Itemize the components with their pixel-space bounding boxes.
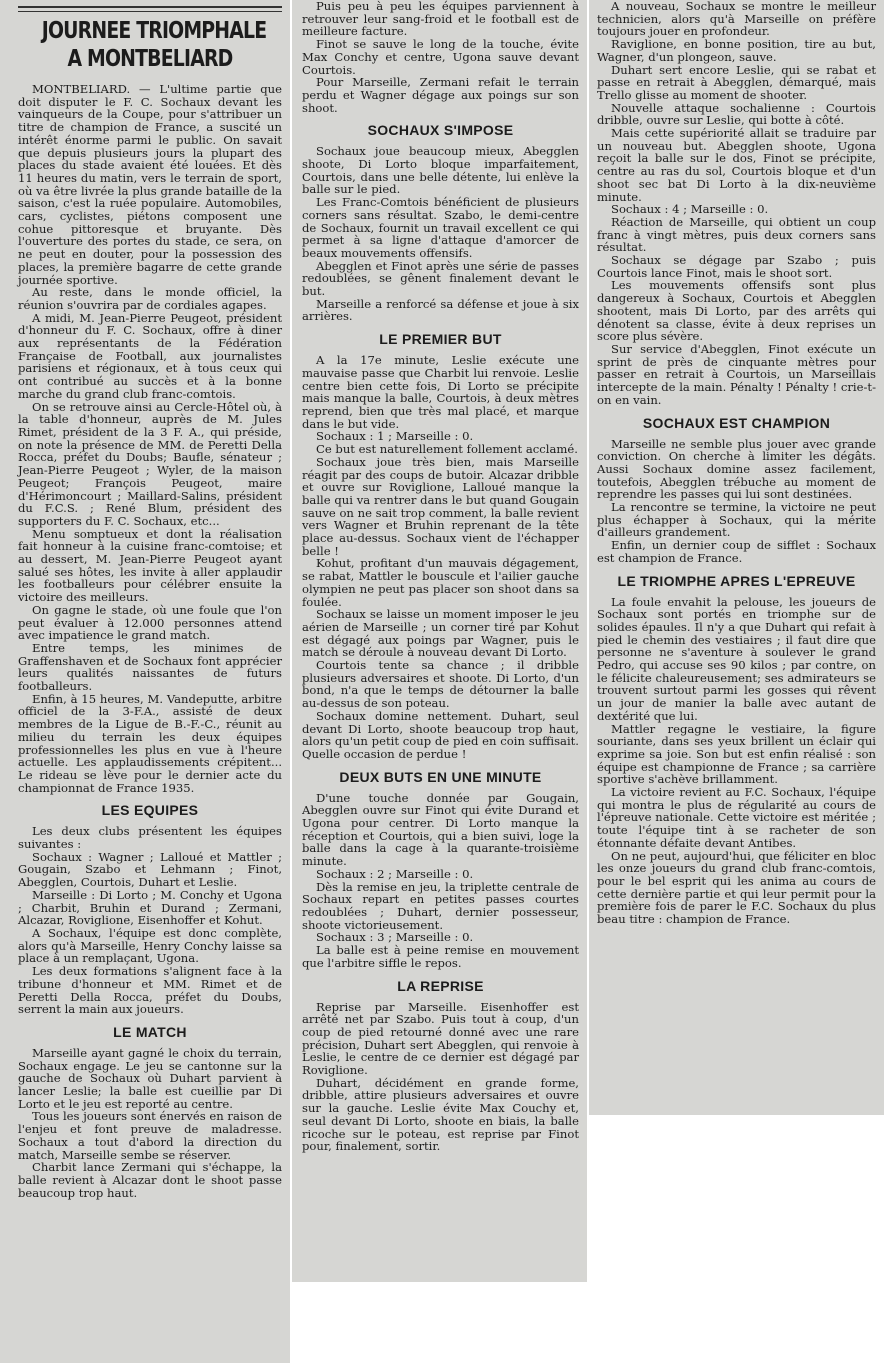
paragraph: Abegglen et Finot après une série de passes redoublées, se gênent finalement devant le but. xyxy=(302,258,579,299)
paragraph: La rencontre se termine, la victoire ne peut plus échapper à Sochaux, qui la mérite d'ailleurs grandement. xyxy=(597,500,876,540)
paragraph: Les deux clubs présentent les équipes suivantes : xyxy=(18,824,282,852)
paragraph: La balle est à peine remise en mouvement que l'arbitre siffle le repos. xyxy=(302,943,579,970)
paragraph: Sochaux : 1 ; Marseille : 0. xyxy=(316,429,474,444)
paragraph: Sochaux : 2 ; Marseille : 0. xyxy=(316,866,474,881)
paragraph: Sur service d'Abegglen, Finot exécute un sprint de près de cinquante mètres pour passer en retrait à Courtois, un Marseillais intercepte de la main. Pénalty ! Pénalty ! crie-t-on en vain. xyxy=(597,341,876,407)
title-line-2: A MONTBELIARD xyxy=(67,46,233,72)
column-1 xyxy=(0,0,290,1363)
column-2 xyxy=(292,0,587,1282)
paragraph: Réaction de Marseille, qui obtient un coup franc à vingt mètres, puis deux corners sans résultat. xyxy=(597,214,876,255)
paragraph: Duhart sert encore Leslie, qui se rabat et passe en retrait à Abegglen, démarqué, mais Trello glisse au moment de shooter. xyxy=(597,62,876,102)
paragraph: La victoire revient au F.C. Sochaux, l'équipe qui montra le plus de régularité au cours de l'épreuve nationale. Cette victoire est méritée ; toute l'équipe tint à se racheter de son étonnante défaite devant Antibes. xyxy=(597,785,876,850)
paragraph: D'une touche donnée par Gougain, Abegglen ouvre sur Finot qui évite Durand et Ugona pour centrer. Di Lorto manque la réception et Courtois, qui a bien suivi, loge la balle dans la cage à la quarante-troisième minute. xyxy=(302,790,579,869)
paragraph: A la 17e minute, Leslie exécute une mauvaise passe que Charbit lui renvoie. Leslie centre bien cette fois, Di Lorto se précipite mais manque la balle, Courtois, à deux mètres reprend, bien que très mal placé, et marque dans le but vide. xyxy=(302,353,579,431)
paragraph: Entre temps, les minimes de Graffenshaven et de Sochaux font apprécier leurs qualités naissantes de futurs footballeurs. xyxy=(18,640,282,694)
column-2-text xyxy=(302,0,579,1153)
paragraph: Marseille ne semble plus jouer avec grande conviction. On cherche à limiter les dégâts. Aussi Sochaux domine assez facilement, toutefois, Abegglen trébuche au moment de reprendre les passes qui lui sont destinées. xyxy=(597,436,876,502)
paragraph: Kohut, profitant d'un mauvais dégagement, se rabat, Mattler le bouscule et l'ailier gauche olympien ne peut pas placer son shoot dans sa foulée. xyxy=(302,556,579,609)
paragraph: On se retrouve ainsi au Cercle-Hôtel où, à la table d'honneur, auprès de M. Jules Rimet, président de la 3 F. A., qui préside, on note la présence de MM. de Peretti Della Rocca, préfet du Doubs; Baufle, sénateur ; Jean-Pierre Peugeot ; Wyler, de la maison Peugeot; François Peugeot, maire d'Hérimoncourt ; Maillard-Salins, président du F.C.S. ; René Blum, président des supporters du F. C. Sochaux, etc... xyxy=(18,399,282,528)
paragraph: Au reste, dans le monde officiel, la réunion s'ouvrira par de cordiales agapes. xyxy=(18,285,282,312)
section-heading: LES EQUIPES xyxy=(101,802,199,819)
column-3 xyxy=(589,0,884,1115)
title-line-1: JOURNEE TRIOMPHALE xyxy=(41,18,267,44)
top-rule-thin xyxy=(18,11,282,12)
top-rule xyxy=(18,6,282,8)
paragraph: Sochaux joue beaucoup mieux, Abegglen shoote, Di Lorto bloque imparfaitement, Courtois, dans une belle détente, lui enlève la balle sur le pied. xyxy=(302,144,579,197)
column-1-text xyxy=(18,83,282,1199)
paragraph: Marseille ayant gagné le choix du terrain, Sochaux engage. Le jeu se cantonne sur la gauche de Sochaux où Duhart parvient à lancer Leslie; la balle est cueillie par Di Lorto et le jeu est reporté au centre. xyxy=(18,1045,282,1111)
paragraph: Charbit lance Zermani qui s'échappe, la balle revient à Alcazar dont le shoot passe beaucoup trop haut. xyxy=(18,1160,282,1200)
paragraph: Enfin, un dernier coup de sifflet : Sochaux est champion de France. xyxy=(597,538,876,565)
paragraph: Sochaux se laisse un moment imposer le jeu aérien de Marseille ; un corner tiré par Kohut est dégagé aux poings par Wagner, puis le match se déroule à nouveau devant Di Lorto. xyxy=(302,607,579,660)
paragraph: Les Franc-Comtois bénéficient de plusieurs corners sans résultat. Szabo, le demi-centre de Sochaux, fournit un travail excellent ce qui permet à sa ligne d'attaque d'amorcer de beaux mouvements offensifs. xyxy=(302,195,579,260)
paragraph: A Sochaux, l'équipe est donc complète, alors qu'à Marseille, Henry Conchy laisse sa place à un remplaçant, Ugona. xyxy=(18,926,282,966)
section-heading: DEUX BUTS EN UNE MINUTE xyxy=(339,768,542,785)
section-heading: LE TRIOMPHE APRES L'EPREUVE xyxy=(617,572,856,589)
paragraph: Les deux formations s'alignent face à la tribune d'honneur et MM. Rimet et de Peretti Della Rocca, préfet du Doubs, serrent la main aux joueurs. xyxy=(18,964,282,1017)
paragraph: Marseille : Di Lorto ; M. Conchy et Ugona ; Charbit, Bruhin et Durand ; Zermani, Alcazar, Roviglione, Eisenhoffer et Kohut. xyxy=(18,887,282,928)
paragraph: Ce but est naturellement follement acclamé. xyxy=(316,442,578,457)
paragraph: Sochaux : 3 ; Marseille : 0. xyxy=(316,930,474,945)
section-heading: SOCHAUX EST CHAMPION xyxy=(642,414,831,431)
paragraph: Tous les joueurs sont énervés en raison de l'enjeu et font preuve de maladresse. Sochaux a tout d'abord la direction du match, Marseille sembe se réserver. xyxy=(18,1109,282,1162)
paragraph: Nouvelle attaque sochalienne : Courtois dribble, ouvre sur Leslie, qui botte à côté. xyxy=(597,100,876,128)
paragraph: A nouveau, Sochaux se montre le meilleur technicien, alors qu'à Marseille on préfère toujours jouer en profondeur. xyxy=(597,0,876,39)
paragraph: MONTBELIARD. — L'ultime partie que doit disputer le F. C. Sochaux devant les vainqueurs de la Coupe, pour s'attribuer un titre de champion de France, a suscité un intérêt énorme parmi le public. On savait que depuis plusieurs jours la plupart des places du stade avaient été louées. Et dès 11 heures du matin, vers le terrain de sport, où va être livrée la plus grande bataille de la saison, c'est la ruée populaire. Automobiles, cars, cyclistes, piétons composent une cohue pittoresque et bruyante. Dès l'ouverture des portes du stade, ce sera, on ne peut en douter, pour la possession des places, la première bagarre de cette grande journée sportive. xyxy=(18,82,282,287)
paragraph: On ne peut, aujourd'hui, que féliciter en bloc les onze joueurs du grand club franc-comtois, pour le bel esprit qui les anima au cours de cette dernière partie et qui leur permit pour la première fois de parer le F.C. Sochaux du plus beau titre : champion de France. xyxy=(597,848,876,927)
paragraph: A midi, M. Jean-Pierre Peugeot, président d'honneur du F. C. Sochaux, offre à diner aux représentants de la Fédération Française de Football, aux journalistes parisiens et régionaux, et à tous ceux qui ont contribué au succès et à la bonne marche du grand club franc-comtois. xyxy=(18,310,282,401)
paragraph: Marseille a renforcé sa défense et joue à six arrières. xyxy=(302,296,579,324)
paragraph: Reprise par Marseille. Eisenhoffer est arrêté net par Szabo. Puis tout à coup, d'un coup de pied retourné donné avec une rare précision, Duhart sert Abegglen, qui renvoie à Leslie, le centre de ce dernier est dégagé par Roviglione. xyxy=(302,999,579,1078)
section-heading: LE PREMIER BUT xyxy=(379,331,502,348)
section-heading: SOCHAUX S'IMPOSE xyxy=(367,122,514,139)
paragraph: Pour Marseille, Zermani refait le terrain perdu et Wagner dégage aux poings sur son shoot. xyxy=(302,75,579,115)
paragraph: La foule envahit la pelouse, les joueurs de Sochaux sont portés en triomphe sur de solides épaules. Il n'y a que Duhart qui refait à pied le chemin des vestiaires ; il faut dire que personne ne s'aventure à soulever le grand Pedro, qui accuse ses 90 kilos ; par contre, on le félicite chaleureusement; ses admirateurs se trouvent surtout parmi les gosses qui rêvent un jour de manier la balle avec autant de dextérité que lui. xyxy=(597,594,876,723)
paragraph: Sochaux domine nettement. Duhart, seul devant Di Lorto, shoote beaucoup trop haut, alors qu'un petit coup de pied en coin suffisait. Quelle occasion de perdue ! xyxy=(302,708,579,761)
column-3-text xyxy=(597,0,876,926)
paragraph: Sochaux : 4 ; Marseille : 0. xyxy=(611,202,769,217)
paragraph: Sochaux joue très bien, mais Marseille réagit par des coups de butoir. Alcazar dribble et ouvre sur Roviglione, Lalloué manque la balle qui va rentrer dans le but quand Gougain sauve on ne sait trop comment, la balle revient vers Wagner et Bruhin reprenant de la tête place au-dessus. Sochaux vient de l'échapper belle ! xyxy=(302,454,579,558)
paragraph: Sochaux : Wagner ; Lalloué et Mattler ; Gougain, Szabo et Lehmann ; Finot, Abegglen, Courtois, Duhart et Leslie. xyxy=(18,849,282,890)
paragraph: Puis peu à peu les équipes parviennent à retrouver leur sang-froid et le football est de meilleure facture. xyxy=(302,0,579,39)
paragraph: Mattler regagne le vestiaire, la figure souriante, dans ses yeux brillent un éclair qui exprime sa joie. Son but est enfin réalisé : son équipe est championne de France ; sa carrière sportive s'achève brillamment. xyxy=(597,721,876,787)
paragraph: Menu somptueux et dont la réalisation fait honneur à la cuisine franc-comtoise; et au dessert, M. Jean-Pierre Peugeot ayant salué ses hôtes, les invite à aller applaudir les footballeurs pour célébrer ensuite la victoire des meilleurs. xyxy=(18,526,282,605)
section-heading: LE MATCH xyxy=(113,1023,187,1040)
article-title xyxy=(41,17,267,73)
paragraph: Dès la remise en jeu, la triplette centrale de Sochaux repart en petites passes courtes redoublées ; Duhart, dernier possesseur, shoote victorieusement. xyxy=(302,879,579,932)
paragraph: Les mouvements offensifs sont plus dangereux à Sochaux, Courtois et Abegglen shootent, mais Di Lorto, par des arrêts qui dénotent sa classe, évite à deux reprises un score plus sévère. xyxy=(597,278,876,344)
paragraph: Raviglione, en bonne position, tire au but, Wagner, d'un plongeon, sauve. xyxy=(597,37,876,64)
paragraph: Mais cette supériorité allait se traduire par un nouveau but. Abegglen shoote, Ugona reçoit la balle sur le dos, Finot se précipite, centre au ras du sol, Courtois bloque et d'un shoot sec bat Di Lorto à la dix-neuvième minute. xyxy=(597,126,876,204)
paragraph: Courtois tente sa chance ; il dribble plusieurs adversaires et shoote. Di Lorto, d'un bond, n'a que le temps de détourner la balle au-dessus de son poteau. xyxy=(302,658,579,711)
paragraph: Finot se sauve le long de la touche, évite Max Conchy et centre, Ugona sauve devant Courtois. xyxy=(302,37,579,77)
paragraph: On gagne le stade, où une foule que l'on peut évaluer à 12.000 personnes attend avec impatience le grand match. xyxy=(18,602,282,643)
paragraph: Sochaux se dégage par Szabo ; puis Courtois lance Finot, mais le shoot sort. xyxy=(597,253,876,280)
paragraph: Duhart, décidément en grande forme, dribble, attire plusieurs adversaires et ouvre sur la gauche. Leslie évite Max Couchy et, seul devant Di Lorto, shoote en biais, la balle ricoche sur le poteau, est reprise par Finot pour, finalement, sortir. xyxy=(302,1075,579,1154)
paragraph: Enfin, à 15 heures, M. Vandeputte, arbitre officiel de la 3-F.A., assisté de deux membres de la Ligue de B.-F.-C., réunit au milieu du terrain les deux équipes professionnelles les plus en vue à l'heure actuelle. Les applaudissements crépitent... Le rideau se lève pour le dernier acte du championnat de France 1935. xyxy=(18,691,282,795)
section-heading: LA REPRISE xyxy=(397,977,484,994)
